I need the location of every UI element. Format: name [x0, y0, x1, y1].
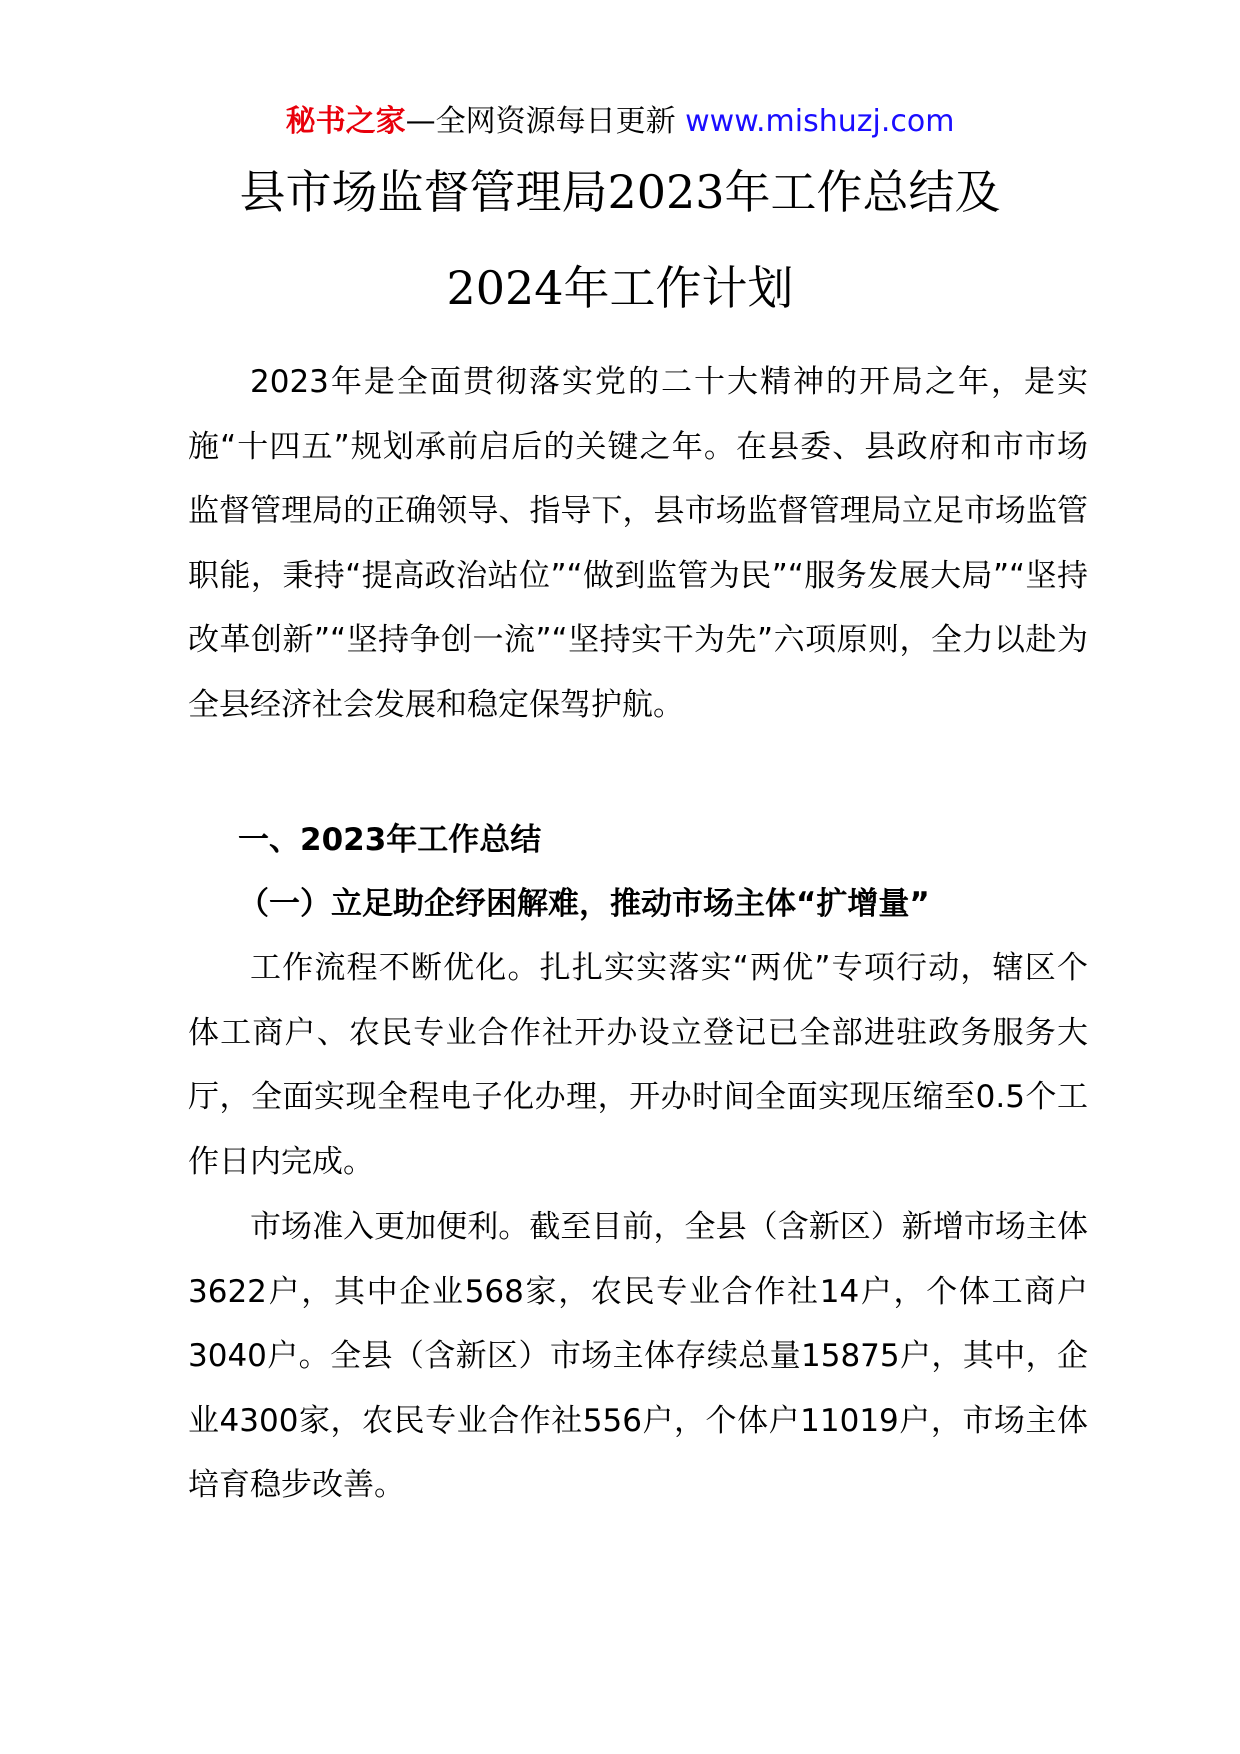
watermark-brand: 秘书之家 — [285, 104, 406, 139]
title-prefix: 县市场监督管理局 — [239, 165, 608, 219]
watermark-banner — [0, 100, 1240, 144]
document-title-line-2 — [0, 258, 1240, 318]
document-title-line-1 — [0, 162, 1240, 222]
title-suffix: 年工作总结及 — [724, 165, 1001, 219]
market-access-paragraph: 市场准入更加便利。截至目前，全县（含新区）新增市场主体3622户，其中企业568家，农民专业合作社14户，个体工商户3040户。全县（含新区）市场主体存续总量15875户，其中，企业4300家，农民专业合作社556户，个体户11019户，市场主体培育稳步改善。 — [188, 1209, 1088, 1503]
subsection-heading-1: （一）立足助企纾困解难，推动市场主体“扩增量” — [238, 886, 930, 922]
title-line2-suffix: 年工作计划 — [563, 261, 794, 315]
watermark-url[interactable]: www.mishuzj.com — [685, 104, 955, 139]
process-paragraph: 工作流程不断优化。扎扎实实落实“两优”专项行动，辖区个体工商户、农民专业合作社开办设立登记已全部进驻政务服务大厅，全面实现全程电子化办理，开办时间全面实现压缩至0.5个工作日内完成。 — [188, 950, 1088, 1180]
watermark-slogan: —全网资源每日更新 — [405, 104, 676, 139]
title-year-2024: 2024 — [446, 261, 564, 315]
title-year-2023: 2023 — [607, 165, 725, 219]
intro-paragraph: 2023年是全面贯彻落实党的二十大精神的开局之年，是实施“十四五”规划承前启后的关键之年。在县委、县政府和市市场监督管理局的正确领导、指导下，县市场监督管理局立足市场监管职能，秉持“提高政治站位”“做到监管为民”“服务发展大局”“坚持改革创新”“坚持争创一流”“坚持实干为先”六项原则，全力以赴为全县经济社会发展和稳定保驾护航。 — [188, 364, 1088, 723]
section-heading-summary: 一、2023年工作总结 — [238, 822, 542, 858]
